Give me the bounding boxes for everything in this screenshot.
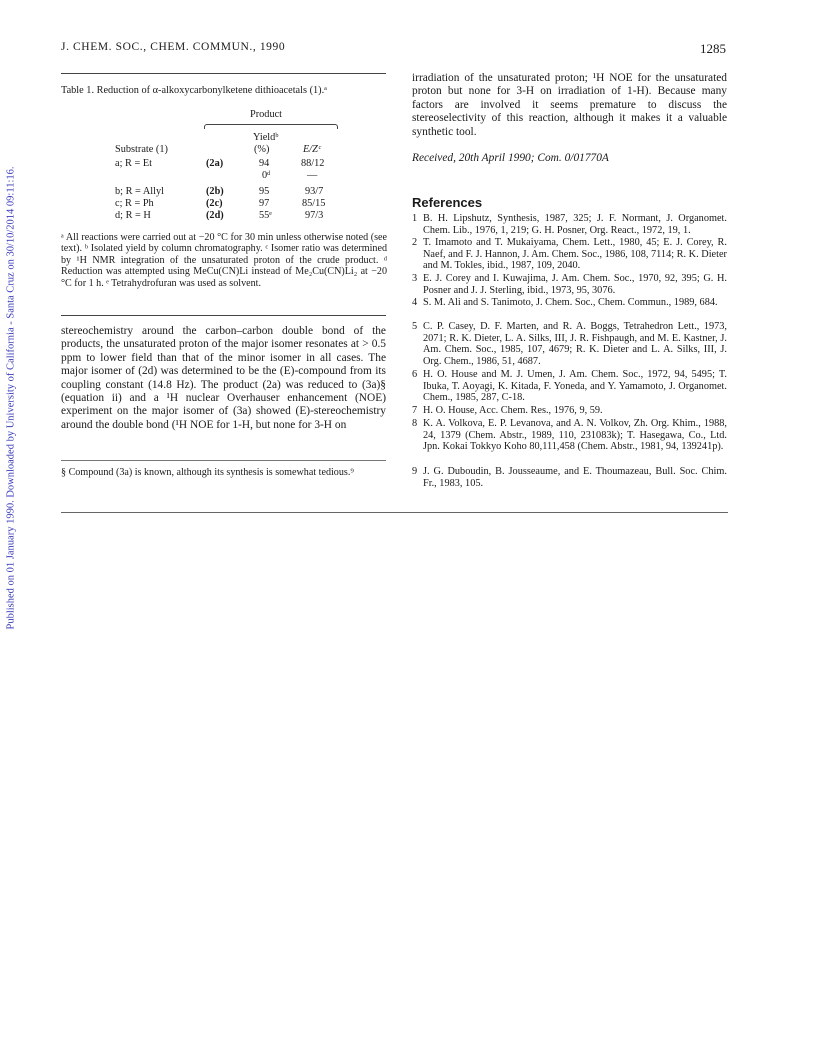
- download-watermark-text: Published on 01 January 1990. Downloaded by University of California - Santa Cruz on 30/10/2014 09:11:16.: [5, 166, 17, 630]
- reference-number: 1: [412, 213, 418, 224]
- table-caption: Table 1. Reduction of α-alkoxycarbonylketene dithioacetals (1).ᵃ: [61, 85, 327, 96]
- reference-item: [412, 405, 727, 417]
- reference-text: B. H. Lipshutz, Synthesis, 1987, 325; J. F. Normant, J. Organomet. Chem. Lib., 1976, 1, 219; G. H. Posner, Org. React., 1972, 19, 1.: [423, 213, 727, 236]
- row-b-substrate: b; R = Allyl: [115, 186, 165, 197]
- footnote-rule: [61, 460, 386, 461]
- row-d-substrate: d; R = H: [115, 210, 151, 221]
- reference-text: J. G. Duboudin, B. Jousseaume, and E. Thoumazeau, Bull. Soc. Chim. Fr., 1983, 105.: [423, 466, 727, 489]
- references-heading: References: [412, 195, 483, 210]
- product-brace: [204, 124, 338, 129]
- row-c-ez: 85/15: [302, 198, 326, 209]
- table-bottom-rule: [61, 315, 386, 316]
- reference-number: 7: [412, 405, 418, 416]
- compound-footnote: § Compound (3a) is known, although its synthesis is somewhat tedious.⁹: [61, 467, 354, 478]
- row-d-ez: 97/3: [305, 210, 324, 221]
- row-b-ez: 93/7: [305, 186, 324, 197]
- reference-text: S. M. Ali and S. Tanimoto, J. Chem. Soc., Chem. Commun., 1989, 684.: [423, 297, 718, 308]
- row-c-yield: 97: [259, 198, 270, 209]
- reference-item: [412, 369, 727, 404]
- reference-number: 4: [412, 297, 418, 308]
- table-footnote: ᵃ All reactions were carried out at −20 °C for 30 min unless otherwise noted (see text). ᵇ Isolated yield by column chromatography. ᶜ Isomer ratio was determined by ¹H NMR integration of the unsaturated proton of the crude product. ᵈ Reduction was attempted using MeCu(CN)Li instead of Me₂Cu(CN)Li₂ at −20 °C for 1 h. ᵉ Tetrahydrofuran was used as solvent.: [61, 232, 387, 289]
- reference-number: 9: [412, 466, 418, 477]
- row-a-yield: 94: [259, 158, 270, 169]
- reference-item: [412, 273, 727, 296]
- reference-number: 8: [412, 418, 418, 429]
- yield-heading: Yieldᵇ: [253, 132, 279, 143]
- table-1: [0, 0, 390, 260]
- reference-number: 5: [412, 321, 418, 332]
- row-a2-ez: —: [307, 170, 318, 181]
- row-c-substrate: c; R = Ph: [115, 198, 154, 209]
- page-number: 1285: [700, 41, 726, 56]
- ez-heading: E/Zᶜ: [303, 144, 321, 155]
- reference-number: 2: [412, 237, 418, 248]
- received-line: Received, 20th April 1990; Com. 0/01770A: [412, 152, 609, 164]
- journal-header: J. CHEM. SOC., CHEM. COMMUN., 1990: [61, 41, 286, 53]
- row-a-product: (2a): [206, 158, 224, 169]
- reference-text: H. O. House, Acc. Chem. Res., 1976, 9, 59.: [423, 405, 603, 416]
- left-body-text: stereochemistry around the carbon–carbon double bond of the products, the unsaturated proton of the major isomer resonates at > 0.5 ppm to lower field than that of the minor isomer in all cases. The major isomer of (2d) was determined to be the (E)-compound from its coupling constant (14.8 Hz). The product (2a) was reduced to (3a)§ (equation ii) and a ¹H nuclear Overhauser enhancement (NOE) experiment on the major isomer of (3a) showed (E)-stereochemistry around the double bond (¹H NOE for 1-H, but none for 3-H on: [61, 325, 386, 431]
- substrate-heading: Substrate (1): [115, 144, 168, 155]
- reference-text: C. P. Casey, D. F. Marten, and R. A. Boggs, Tetrahedron Lett., 1973, 2071; R. K. Dieter, L. A. Silks, III, J. R. Fishpaugh, and M. E. Kastner, J. Am. Chem. Soc., 1985, 107, 4679; R. K. Dieter and L. A. Silks, III, J. Org. Chem., 1986, 51, 4687.: [423, 321, 727, 367]
- page-bottom-rule: [61, 512, 728, 513]
- reference-text: T. Imamoto and T. Mukaiyama, Chem. Lett., 1980, 45; E. J. Corey, R. Naef, and F. J. Hannon, J. Am. Chem. Soc., 1986, 108, 7114; R. K. Dieter and M. Tokles, ibid., 1987, 109, 2040.: [423, 237, 727, 272]
- yield-unit: (%): [254, 144, 270, 155]
- reference-item: [412, 466, 727, 489]
- row-d-yield: 55ᵉ: [259, 210, 272, 221]
- reference-item: [412, 297, 727, 309]
- reference-item: [412, 213, 727, 236]
- reference-number: 6: [412, 369, 418, 380]
- reference-text: E. J. Corey and I. Kuwajima, J. Am. Chem. Soc., 1970, 92, 395; G. H. Posner and J. J. Sterling, ibid., 1973, 95, 3076.: [423, 273, 727, 296]
- reference-item: [412, 237, 727, 272]
- right-body-text: irradiation of the unsaturated proton; ¹H NOE for the unsaturated proton but none for 3-H on irradiation of 1-H). Because many factors are involved it seems premature to discuss the stereoselectivity of this reaction, although it makes it a valuable synthetic tool.: [412, 72, 727, 138]
- row-b-yield: 95: [259, 186, 270, 197]
- reference-number: 3: [412, 273, 418, 284]
- row-a-ez: 88/12: [301, 158, 325, 169]
- row-c-product: (2c): [206, 198, 223, 209]
- row-d-product: (2d): [206, 210, 224, 221]
- product-heading: Product: [250, 109, 283, 120]
- reference-item: [412, 321, 727, 367]
- row-a2-yield: 0ᵈ: [262, 170, 271, 181]
- reference-item: [412, 418, 727, 453]
- reference-text: K. A. Volkova, E. P. Levanova, and A. N. Volkov, Zh. Org. Khim., 1988, 24, 1379 (Chem. Abstr., 1989, 110, 231083k); T. Hasegawa, Co., Ltd. Jpn. Kokai Tokkyo Koho 80,111,458 (Chem. Abstr., 1981, 94, 139241p).: [423, 418, 727, 453]
- reference-text: H. O. House and M. J. Umen, J. Am. Chem. Soc., 1972, 94, 5495; T. Ibuka, T. Aoyagi, K. Kitada, F. Yoneda, and Y. Yamamoto, J. Organomet. Chem., 1985, 287, C-18.: [423, 369, 727, 404]
- row-b-product: (2b): [206, 186, 224, 197]
- row-a-substrate: a; R = Et: [115, 158, 152, 169]
